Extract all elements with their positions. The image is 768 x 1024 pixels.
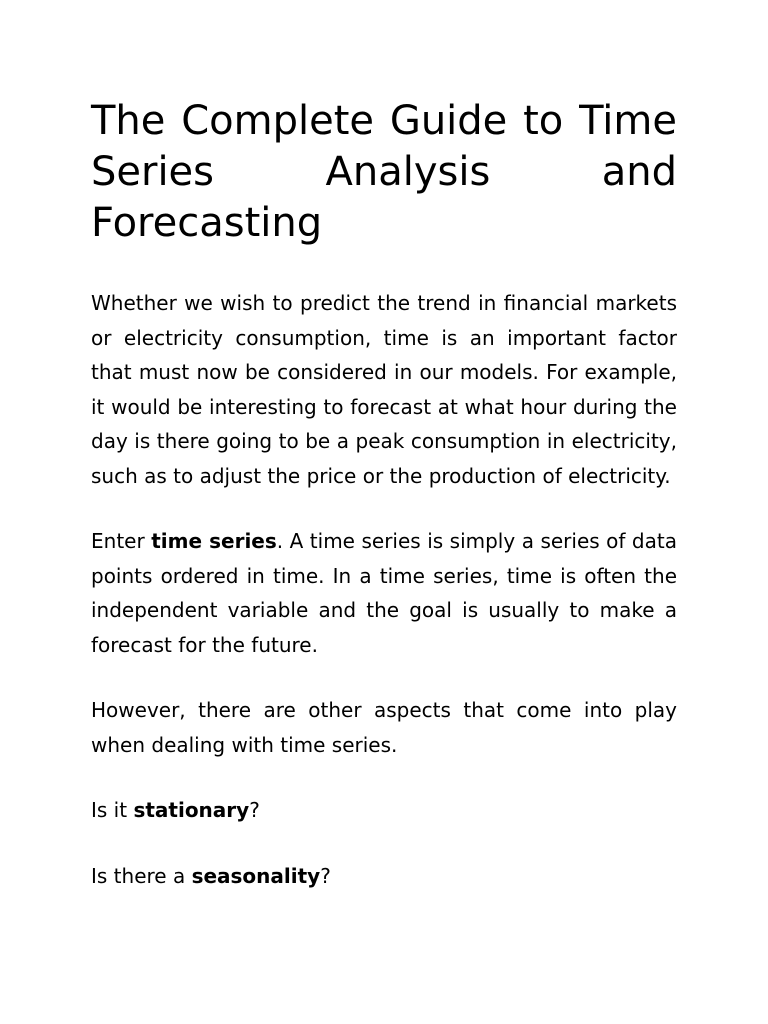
term-time-series: time series: [151, 529, 277, 553]
paragraph-aspects: However, there are other aspects that come into play when dealing with time series.: [91, 698, 677, 757]
paragraph-text: ?: [320, 863, 331, 888]
article-body: [91, 96, 677, 893]
paragraph-time-series: [91, 524, 677, 662]
paragraph-text: Is there a: [91, 863, 192, 888]
paragraph-text: Is it: [91, 798, 134, 822]
paragraph-seasonality: [91, 859, 677, 894]
article-title: The Complete Guide to Time Series Analysis and Forecasting: [91, 98, 677, 246]
paragraph-text: Enter: [91, 529, 152, 553]
term-seasonality: seasonality: [191, 863, 321, 888]
paragraph-intro: Whether we wish to predict the trend in financial markets or electricity consumption, time is an important factor that must now be considered in our models. For example, it would be interesting to forecast at what hour during the day is there going to be a peak consumption in electricity, such as to adjust the price or the production of electricity.: [91, 291, 677, 488]
paragraph-text: . A time series is simply a series of data points ordered in time. In a time series, time is often the independent variable and the goal is usually to make a forecast for the future.: [91, 529, 677, 657]
term-stationary: stationary: [133, 798, 250, 822]
paragraph-stationary: [91, 793, 677, 828]
paragraph-text: ?: [249, 798, 260, 822]
